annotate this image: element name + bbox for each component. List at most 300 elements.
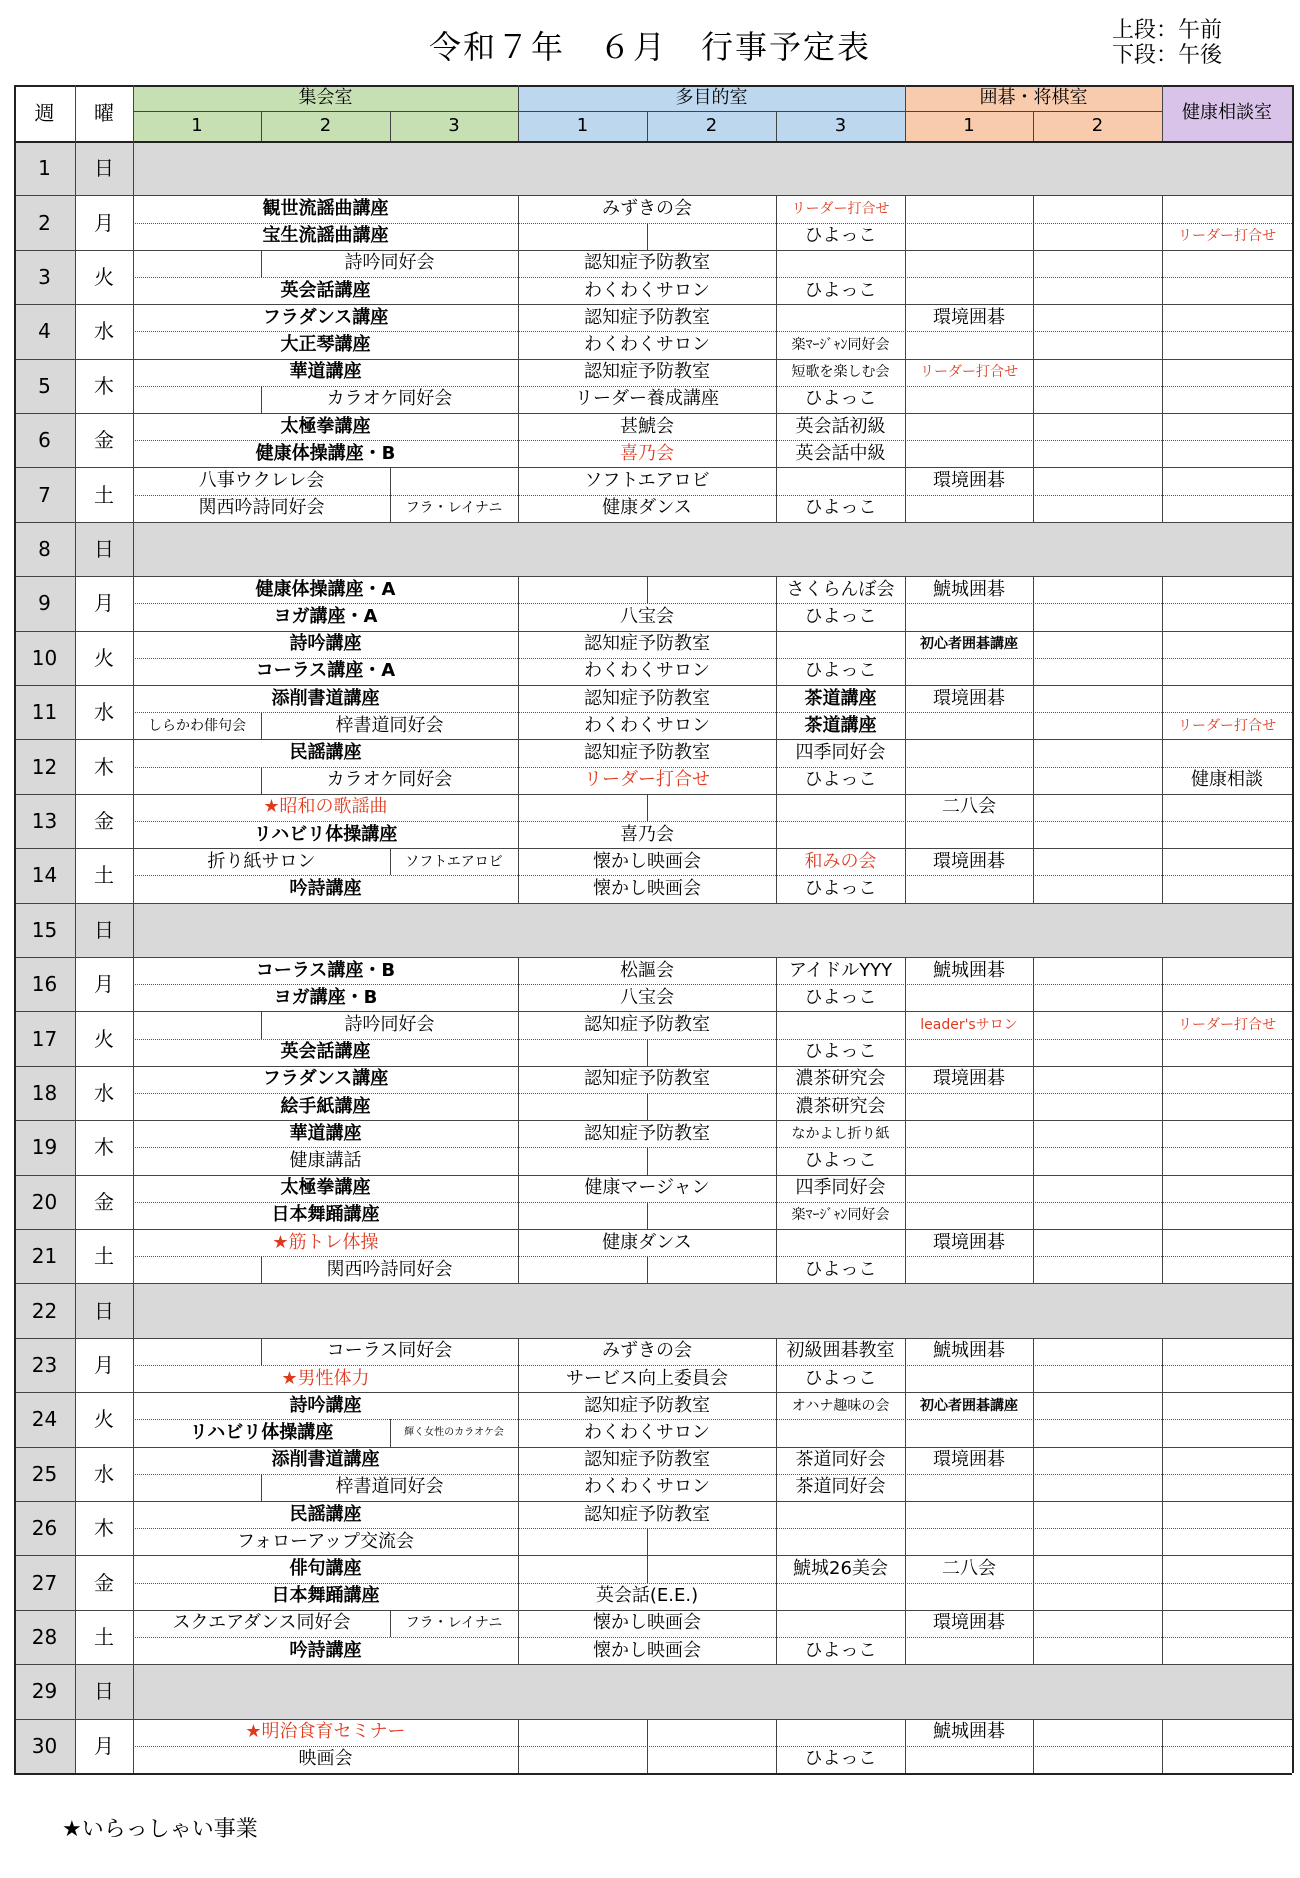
event-pm: リハビリ体操講座 [189,1421,334,1443]
column-divider [905,1011,906,1038]
week-number: 2 [14,195,75,249]
column-divider [776,1610,777,1637]
week-number: 17 [14,1011,75,1065]
column-divider [518,794,519,821]
day-of-week: 火 [94,1407,114,1432]
row-divider [14,848,1292,849]
column-divider [776,331,777,358]
event-am: 華道講座 [289,1122,362,1144]
event-am: 茶道同好会 [795,1449,886,1471]
column-divider [1162,576,1163,603]
event-am: 四季同好会 [795,741,886,763]
column-divider [1162,957,1163,984]
table-bottom-border [14,1773,1292,1775]
column-divider [1033,1746,1034,1773]
event-pm: 絵手紙講座 [280,1095,371,1117]
column-divider [518,85,519,141]
column-divider [1033,304,1034,331]
event-pm: 英会話講座 [280,1041,371,1063]
column-divider [905,304,906,331]
event-am: 認知症予防教室 [584,687,710,709]
column-divider [1033,1066,1034,1093]
column-divider [75,85,76,1773]
event-pm: リーダー打合せ [1178,717,1276,734]
column-divider [905,1093,906,1120]
event-am: 詩吟同好会 [344,1013,435,1035]
event-am: 環境囲碁 [933,306,1005,328]
column-divider [905,1610,906,1637]
row-divider [14,359,1292,360]
column-divider [1033,223,1034,250]
column-divider [905,984,906,1011]
row-divider [14,1011,1292,1012]
day-of-week: 火 [94,645,114,670]
week-number: 15 [14,903,75,957]
column-divider [518,1528,519,1555]
event-am: 二八会 [942,1557,996,1579]
week-number: 14 [14,848,75,902]
column-divider [776,685,777,712]
column-divider [905,1447,906,1474]
column-divider [1033,195,1034,222]
column-divider [905,1474,906,1501]
event-pm: ひよっこ [804,986,877,1008]
column-divider [1033,1447,1034,1474]
week-number: 9 [14,576,75,630]
event-pm: 梓書道同好会 [335,1476,444,1498]
column-divider [1033,631,1034,658]
header-room-2-sub-1: 2 [1033,111,1162,141]
column-divider [261,386,262,413]
column-divider [518,467,519,494]
day-of-week: 金 [94,1570,114,1595]
column-divider [647,1719,648,1746]
column-divider [776,1528,777,1555]
column-divider [1033,848,1034,875]
column-divider [776,250,777,277]
event-am: アイドルYYY [788,959,893,981]
column-divider [1033,1501,1034,1528]
column-divider [261,1474,262,1501]
event-am: 鯱城26美会 [793,1557,888,1579]
column-divider [261,1338,262,1365]
event-am: 認知症予防教室 [584,741,710,763]
column-divider [1162,1365,1163,1392]
column-divider [776,603,777,630]
column-divider [1162,1256,1163,1283]
day-of-week: 金 [94,808,114,833]
event-am: ソフトエアロビ [584,469,710,491]
column-divider [390,1610,391,1637]
event-pm: 喜乃会 [620,823,674,845]
column-divider [1162,1229,1163,1256]
event-pm: 八宝会 [620,986,674,1008]
column-divider [518,767,519,794]
header-week: 週 [34,101,55,125]
column-divider [776,359,777,386]
column-divider [261,111,262,141]
event-am: 折り紙サロン [207,850,316,872]
event-am: 四季同好会 [795,1177,886,1199]
event-am: 健康ダンス [602,1231,692,1253]
column-divider [905,1419,906,1446]
event-pm: リーダー打合せ [584,769,710,791]
column-divider [518,1011,519,1038]
column-divider [1162,1419,1163,1446]
column-divider [1162,848,1163,875]
legend-pm: 下段：午後 [1112,43,1223,68]
event-pm: 健康相談 [1191,769,1263,791]
day-of-week: 金 [94,1189,114,1214]
event-pm: ひよっこ [804,497,877,519]
event-pm: 輝く女性のカラオケ会 [404,1426,504,1438]
column-divider [647,1147,648,1174]
event-am: 懐かし映画会 [593,850,701,872]
event-pm: ★男性体力 [281,1367,370,1389]
table-left-border [14,85,16,1773]
column-divider [1033,1365,1034,1392]
day-of-week: 木 [94,754,114,779]
row-divider [14,1229,1292,1230]
event-am: 健康マージャン [584,1177,710,1199]
column-divider [905,277,906,304]
row-divider [14,195,1292,196]
column-divider [1033,1528,1034,1555]
event-pm: ひよっこ [804,660,877,682]
column-divider [518,685,519,712]
event-pm: 英会話講座 [280,279,371,301]
event-am: 環境囲碁 [933,687,1005,709]
column-divider [518,1039,519,1066]
event-am: 認知症予防教室 [584,1122,710,1144]
column-divider [518,1229,519,1256]
day-of-week: 水 [94,1080,114,1105]
event-am: 甚鯱会 [620,415,674,437]
event-am: ★筋トレ体操 [272,1231,379,1253]
column-divider [905,1746,906,1773]
column-divider [1033,576,1034,603]
column-divider [905,1392,906,1419]
event-am: 初心者囲碁講座 [920,1397,1018,1414]
column-divider [647,1746,648,1773]
row-divider [14,141,1292,143]
column-divider [518,440,519,467]
column-divider [1162,250,1163,277]
column-divider [776,821,777,848]
column-divider [518,1202,519,1229]
column-divider [905,1066,906,1093]
event-pm: 懐かし映画会 [593,877,701,899]
column-divider [133,85,134,1773]
header-room-0-sub-2: 3 [390,111,518,141]
event-pm: ひよっこ [804,769,877,791]
column-divider [905,440,906,467]
event-am: 環境囲碁 [933,1068,1005,1090]
column-divider [390,848,391,875]
event-pm: ヨガ講座・A [273,605,378,627]
event-am: 認知症予防教室 [584,1013,710,1035]
row-divider [14,1120,1292,1121]
column-divider [905,1175,906,1202]
event-pm: リハビリ体操講座 [253,823,398,845]
column-divider [518,1447,519,1474]
column-divider [518,1256,519,1283]
column-divider [1033,1419,1034,1446]
column-divider [1162,1175,1163,1202]
column-divider [776,467,777,494]
day-of-week: 水 [94,319,114,344]
column-divider [776,1746,777,1773]
event-am: 詩吟講座 [289,1394,362,1416]
column-divider [261,1011,262,1038]
row-divider [14,1066,1292,1067]
column-divider [1162,1555,1163,1582]
event-pm: 喜乃会 [620,442,674,464]
row-divider [14,903,1292,904]
column-divider [776,495,777,522]
column-divider [1162,631,1163,658]
column-divider [1033,1093,1034,1120]
event-pm: 吟詩講座 [289,1639,362,1661]
header-room-0-sub-1: 2 [261,111,390,141]
event-pm: 関西吟詩同好会 [198,497,325,519]
row-divider [14,1447,1292,1448]
column-divider [518,658,519,685]
row-divider [14,957,1292,958]
column-divider [390,1419,391,1446]
column-divider [905,250,906,277]
column-divider [905,1528,906,1555]
column-divider [776,1392,777,1419]
column-divider [1033,1583,1034,1610]
event-am: 認知症予防教室 [584,306,710,328]
column-divider [776,1719,777,1746]
column-divider [518,359,519,386]
column-divider [905,495,906,522]
event-pm: ひよっこ [804,279,877,301]
week-number: 30 [14,1719,75,1773]
event-am: みずきの会 [602,197,692,219]
column-divider [776,304,777,331]
column-divider [776,1147,777,1174]
row-divider [14,1719,1292,1720]
column-divider [905,821,906,848]
column-divider [776,1555,777,1582]
column-divider [776,386,777,413]
column-divider [1162,603,1163,630]
header-room-1-sub-1: 2 [647,111,776,141]
event-am: 和みの会 [804,850,877,872]
column-divider [776,1447,777,1474]
column-divider [1162,1583,1163,1610]
event-pm: 茶道同好会 [795,1476,886,1498]
column-divider [776,1175,777,1202]
week-number: 25 [14,1447,75,1501]
column-divider [518,1555,519,1582]
column-divider [518,603,519,630]
event-pm: 懐かし映画会 [593,1639,701,1661]
event-am: ★昭和の歌謡曲 [263,796,388,818]
column-divider [1162,1637,1163,1664]
header-room-3: 健康相談室 [1162,85,1292,141]
event-am: フラダンス講座 [262,306,389,328]
column-divider [776,1474,777,1501]
event-am: 認知症予防教室 [584,361,710,383]
column-divider [518,1610,519,1637]
event-am: リーダー打合せ [920,364,1018,381]
column-divider [1162,195,1163,222]
column-divider [776,1093,777,1120]
day-of-week: 土 [94,863,114,888]
column-divider [518,413,519,440]
column-divider [518,331,519,358]
column-divider [518,304,519,331]
column-divider [518,1474,519,1501]
column-divider [261,767,262,794]
column-divider [776,1066,777,1093]
event-pm: 健康体操講座・B [255,442,396,464]
legend-am: 上段：午前 [1112,18,1223,43]
event-am: フラダンス講座 [262,1068,389,1090]
week-number: 27 [14,1555,75,1609]
column-divider [905,1555,906,1582]
column-divider [647,1256,648,1283]
column-divider [261,1256,262,1283]
column-divider [1162,223,1163,250]
day-of-week: 月 [94,972,114,997]
week-number: 13 [14,794,75,848]
column-divider [905,685,906,712]
event-pm: ひよっこ [804,877,877,899]
column-divider [776,739,777,766]
column-divider [1162,1039,1163,1066]
column-divider [776,631,777,658]
column-divider [518,1637,519,1664]
column-divider [1033,1147,1034,1174]
event-pm: ヨガ講座・B [273,986,378,1008]
event-pm: カラオケ同好会 [326,769,453,791]
event-am: 観世流謡曲講座 [262,197,389,219]
column-divider [1162,1501,1163,1528]
column-divider [1033,767,1034,794]
event-am: 認知症予防教室 [584,633,710,655]
event-am: 認知症予防教室 [584,1449,710,1471]
event-pm: 楽ﾏｰｼﾞｬﾝ同好会 [791,1207,890,1224]
column-divider [1033,386,1034,413]
event-pm: しらかわ俳句会 [148,717,246,734]
event-pm: 八宝会 [620,605,674,627]
column-divider [518,631,519,658]
column-divider [1162,1474,1163,1501]
column-divider [518,1392,519,1419]
day-of-week: 日 [75,1283,133,1337]
column-divider [905,794,906,821]
column-divider [905,848,906,875]
event-am: コーラス同好会 [326,1340,453,1362]
column-divider [261,712,262,739]
column-divider [1162,277,1163,304]
column-divider [905,85,906,141]
column-divider [1162,331,1163,358]
column-divider [390,467,391,494]
column-divider [647,223,648,250]
column-divider [1162,413,1163,440]
column-divider [1162,1147,1163,1174]
event-pm: わくわくサロン [584,714,710,736]
day-of-week: 木 [94,1516,114,1541]
day-of-week: 土 [94,482,114,507]
week-number: 8 [14,522,75,576]
column-divider [905,712,906,739]
column-divider [905,739,906,766]
column-divider [1162,875,1163,902]
header-room-0: 集会室 [133,85,518,111]
event-am: 二八会 [942,796,996,818]
event-am: 濃茶研究会 [795,1068,886,1090]
event-am: 太極拳講座 [280,415,371,437]
column-divider [776,712,777,739]
column-divider [1162,1202,1163,1229]
week-number: 10 [14,631,75,685]
column-divider [776,1039,777,1066]
event-am: 認知症予防教室 [584,252,710,274]
event-pm: ひよっこ [804,1041,877,1063]
column-divider [1033,1256,1034,1283]
sunday-closed-row [133,1664,1292,1718]
column-divider [518,848,519,875]
event-am: 華道講座 [289,361,362,383]
day-of-week: 土 [94,1624,114,1649]
event-am: 環境囲碁 [933,1231,1005,1253]
event-pm: ひよっこ [804,1149,877,1171]
column-divider [1162,1447,1163,1474]
event-pm: わくわくサロン [584,1476,710,1498]
column-divider [1033,1338,1034,1365]
column-divider [1162,1528,1163,1555]
event-am: leader'sサロン [920,1016,1018,1033]
column-divider [518,875,519,902]
row-divider [14,1664,1292,1665]
column-divider [647,1528,648,1555]
event-pm: ひよっこ [804,605,877,627]
column-divider [1162,386,1163,413]
event-am: 英会話初級 [795,415,886,437]
column-divider [1162,1011,1163,1038]
column-divider [1033,1120,1034,1147]
day-of-week: 月 [94,1733,114,1758]
event-am: 鯱城囲碁 [933,959,1005,981]
event-am: フラ・レイナニ [405,1615,503,1632]
column-divider [1033,1637,1034,1664]
week-number: 18 [14,1066,75,1120]
column-divider [1033,794,1034,821]
column-divider [647,1039,648,1066]
column-divider [776,875,777,902]
column-divider [647,794,648,821]
event-am: 健康体操講座・A [255,578,396,600]
week-number: 3 [14,250,75,304]
column-divider [1162,1719,1163,1746]
event-am: 認知症予防教室 [584,1068,710,1090]
day-of-week: 月 [94,591,114,616]
week-number: 19 [14,1120,75,1174]
column-divider [261,250,262,277]
page-title: 令和７年 ６月 行事予定表 [428,28,871,66]
row-divider [14,1175,1292,1176]
week-number: 24 [14,1392,75,1446]
column-divider [905,658,906,685]
column-divider [1033,712,1034,739]
